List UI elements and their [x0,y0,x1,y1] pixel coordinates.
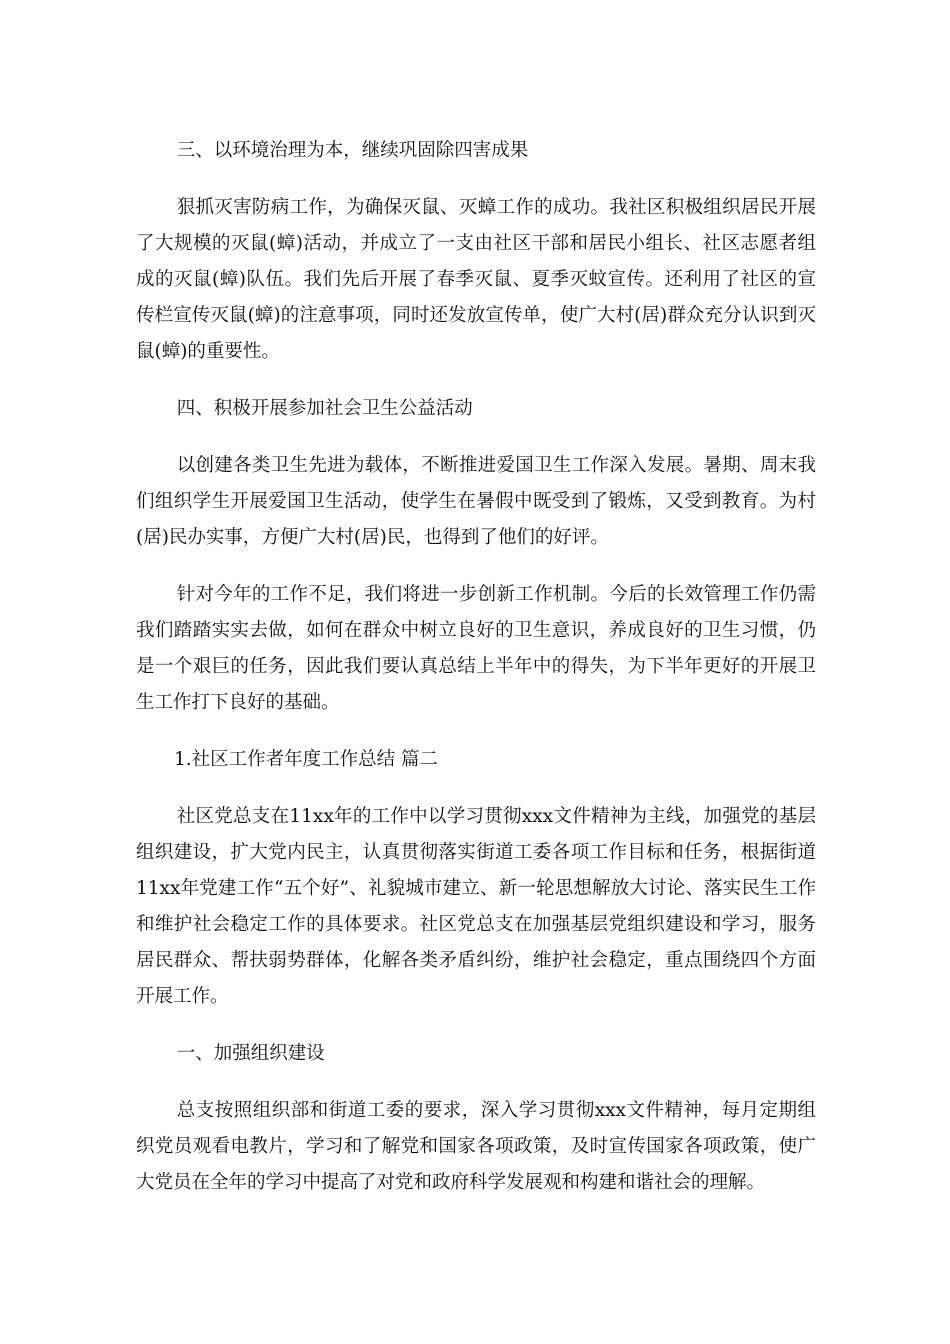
section-heading: 三、以环境治理为本，继续巩固除四害成果 [176,140,529,161]
body-paragraph: 社区党总支在11xx年的工作中以学习贯彻xxx文件精神为主线，加强党的基层组织建设，扩大党内民主，认真贯彻落实街道工委各项工作目标和任务，根据街道11xx年党建工作“五个好”、礼貌城市建立、新一轮思想解放大讨论、落实民生工作和维护社会稳定工作的具体要求。社区党总支在加强基层党组织建设和学习，服务居民群众、帮扶弱势群体，化解各类矛盾纠纷，维护社会稳定，重点围绕四个方面开展工作。 [136,806,816,1007]
document-body [136,133,816,1222]
body-paragraph: 以创建各类卫生先进为载体，不断推进爱国卫生工作深入发展。暑期、周末我们组织学生开展爱国卫生活动，使学生在暑假中既受到了锻炼，又受到教育。为村(居)民办实事，方便广大村(居)民，也得到了他们的好评。 [136,455,816,548]
body-paragraph: 总支按照组织部和街道工委的要求，深入学习贯彻xxx文件精神，每月定期组织党员观看电教片，学习和了解党和国家各项政策，及时宣传国家各项政策，使广大党员在全年的学习中提高了对党和政府科学发展观和构建和谐社会的理解。 [136,1100,816,1193]
section-heading: 一、加强组织建设 [176,1043,325,1064]
article-title: 1.社区工作者年度工作总结 篇二 [174,749,439,770]
body-paragraph: 针对今年的工作不足，我们将进一步创新工作机制。今后的长效管理工作仍需我们踏踏实实去做，如何在群众中树立良好的卫生意识，养成良好的卫生习惯，仍是一个艰巨的任务，因此我们要认真总结上半年中的得失，为下半年更好的开展卫生工作打下良好的基础。 [136,584,816,713]
section-heading: 四、积极开展参加社会卫生公益活动 [176,398,473,419]
body-paragraph: 狠抓灭害防病工作，为确保灭鼠、灭蟑工作的成功。我社区积极组织居民开展了大规模的灭鼠(蟑)活动，并成立了一支由社区干部和居民小组长、社区志愿者组成的灭鼠(蟑)队伍。我们先后开展了春季灭鼠、夏季灭蚊宣传。还利用了社区的宣传栏宣传灭鼠(蟑)的注意事项，同时还发放宣传单，使广大村(居)群众充分认识到灭鼠(蟑)的重要性。 [136,197,816,362]
